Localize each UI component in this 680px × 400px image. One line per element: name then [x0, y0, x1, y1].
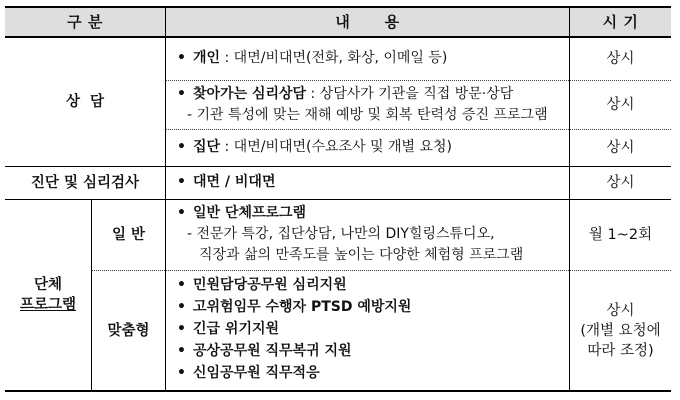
counseling-individual [177, 48, 447, 69]
category-group-program [5, 200, 91, 390]
timing-group: 상시 [606, 140, 635, 156]
counseling-visiting [177, 84, 548, 126]
timing-line1: 상시 [606, 302, 635, 319]
support-program-table [5, 6, 671, 392]
bullet: • [177, 365, 186, 381]
item-sub-line1: - 전문가 특강, 집단상담, 나만의 DIY힐링스튜디오, [187, 226, 495, 242]
item-title: 공상공무원 직무복귀 지원 [193, 343, 352, 359]
diagnosis-content [177, 172, 275, 193]
list-item [177, 362, 411, 384]
counseling-group [177, 137, 452, 158]
bullet: • [177, 205, 186, 221]
item-desc: : 대면/비대면(전화, 화상, 이메일 등) [220, 50, 448, 66]
item-title: 개인 [193, 50, 221, 66]
item-title: 일반 단체프로그램 [193, 205, 307, 221]
item-title: 집단 [193, 139, 221, 155]
item-title: 찾아가는 심리상담 [193, 86, 307, 102]
category-label-line2: 프로그램 [19, 297, 77, 313]
subcategory-general: 일 반 [111, 227, 146, 243]
category-counseling: 상 담 [65, 93, 105, 110]
column-divider [165, 6, 166, 392]
item-title: 고위험임무 수행자 PTSD 예방지원 [193, 299, 412, 315]
header-content: 내 용 [335, 12, 400, 31]
bullet: • [177, 86, 186, 102]
item-title: 긴급 위기지원 [193, 321, 280, 337]
timing-diagnosis: 상시 [606, 175, 635, 191]
list-item [177, 340, 411, 362]
timing-custom [570, 271, 671, 390]
bullet: • [177, 299, 186, 315]
item-desc: : 대면/비대면(수요조사 및 개별 요청) [220, 139, 453, 155]
custom-content [177, 274, 411, 384]
timing-line3: 따라 조정) [587, 342, 654, 359]
bullet: • [177, 277, 186, 293]
bullet: • [177, 174, 186, 190]
header-category: 구 분 [67, 12, 103, 31]
general-content [177, 203, 523, 266]
list-item [177, 274, 411, 296]
header-timing: 시 기 [602, 12, 639, 31]
timing-individual: 상시 [606, 51, 635, 67]
timing-visiting: 상시 [606, 97, 635, 113]
list-item [177, 296, 411, 318]
item-desc: : 상담사가 기관을 직접 방문·상담 [306, 86, 514, 102]
item-title: 신임공무원 직무적응 [193, 365, 320, 381]
category-label-line1: 단체 [33, 277, 62, 293]
timing-general: 월 1~2회 [588, 227, 653, 243]
item-title: 대면 / 비대면 [193, 174, 276, 190]
bullet: • [177, 343, 186, 359]
timing-line2: (개별 요청에 [580, 322, 661, 339]
item-title: 민원담당공무원 심리지원 [193, 277, 347, 293]
category-diagnosis: 진단 및 심리검사 [30, 175, 140, 191]
item-sub: - 기관 특성에 맞는 재해 예방 및 회복 탄력성 증진 프로그램 [187, 107, 548, 123]
bullet: • [177, 139, 186, 155]
item-sub-line2: 직장과 삶의 만족도를 높이는 다양한 체험형 프로그램 [199, 247, 524, 263]
bullet: • [177, 50, 186, 66]
table-bottom-border [5, 390, 671, 392]
subcategory-custom: 맞춤형 [107, 322, 150, 339]
list-item [177, 318, 411, 340]
bullet: • [177, 321, 186, 337]
